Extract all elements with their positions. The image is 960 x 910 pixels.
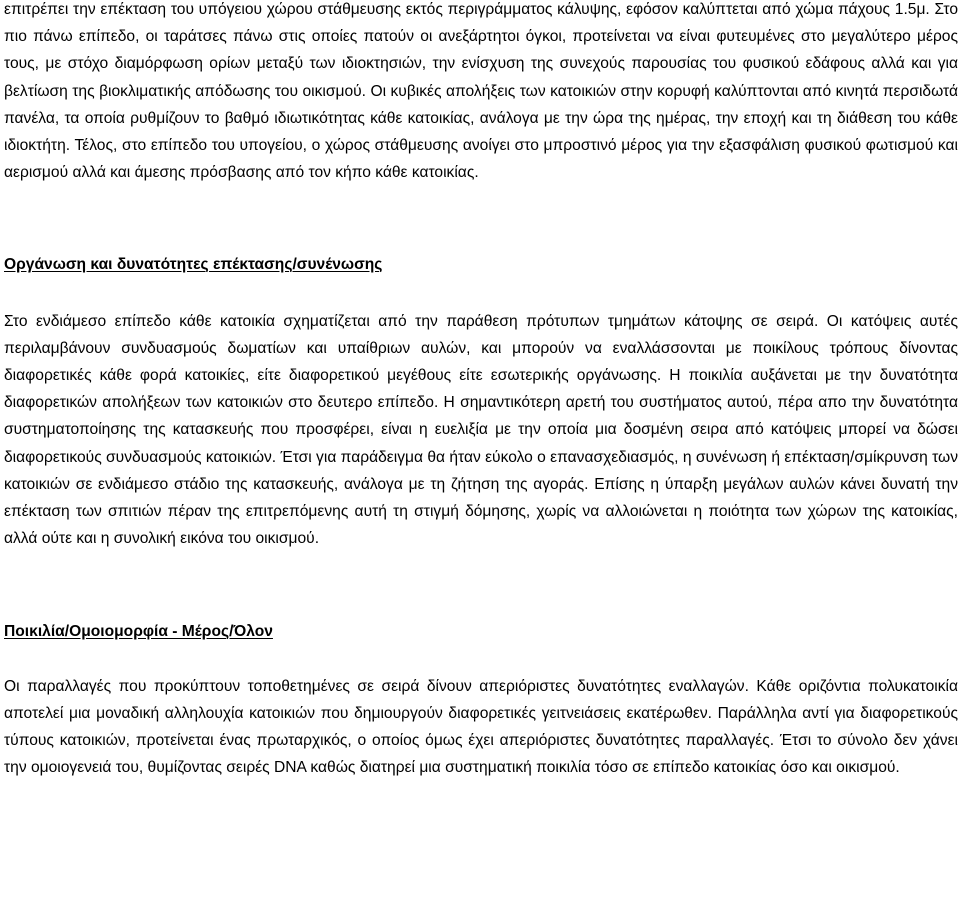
body-paragraph: Στο ενδιάμεσο επίπεδο κάθε κατοικία σχηματίζεται από την παράθεση πρότυπων τμημάτων κάτοψης σε σειρά. Οι κατόψεις αυτές περιλαμβάνουν συνδυασμούς δωματίων και υπαίθριων αυλών, και μπορούν να εναλλάσσονται με ποικίλους τρόπους δίνοντας διαφορετικές κάθε φορά κατοικίες, είτε διαφορετικού μεγέθους είτε εσωτερικής οργάνωσης. Η ποικιλία αυξάνεται με την δυνατότητα διαφορετικών απολήξεων των κατοικιών στο δευτερο επίπεδο. Η σημαντικότερη αρετή του συστήματος αυτού, πέρα απο την δυνατότητα συστηματοποίησης της κατασκευής που προσφέρει, είναι η ευελιξία με την οποία μια δοσμένη σειρα από κατόψεις μπορεί να δώσει διαφορετικούς συνδυασμούς κατοικιών. Έτσι για παράδειγμα θα ήταν εύκολο ο επανασχεδιασμός, η συνένωση ή επέκταση/σμίκρυνση των κατοικιών σε ενδιάμεσο στάδιο της κατασκευής, ανάλογα με τη ζήτηση της αγοράς. Επίσης η ύπαρξη μεγάλων αυλών κάνει δυνατή την επέκταση των σπιτιών πέραν της επιτρεπόμενης αυτή τη στιγμή δόμησης, χωρίς να αλλοιώνεται η ποιότητα των χώρων της κατοικίας, αλλά ούτε και η συνολική εικόνα του οικισμού.: [4, 312, 958, 548]
section-heading-organization: Οργάνωση και δυνατότητες επέκτασης/συνένωσης: [4, 256, 383, 274]
section-heading-variety: Ποικιλία/Ομοιομορφία - Μέρος/Όλον: [4, 623, 273, 641]
body-paragraph: Οι παραλλαγές που προκύπτουν τοποθετημένες σε σειρά δίνουν απεριόριστες δυνατότητες εναλλαγών. Κάθε οριζόντια πολυκατοικία αποτελεί μια μοναδική αλληλουχία κατοικιών που δημιουργούν διαφορετικές γειτνειάσεις εκατέρωθεν. Παράλληλα αντί για διαφορετικούς τύπους κατοικιών, προτείνεται ένας πρωταρχικός, ο οποίος όμως έχει απεριόριστες δυνατότητες παραλλαγές. Έτσι το σύνολο δεν χάνει την ομοιογενειά του, θυμίζοντας σειρές DNA καθώς διατηρεί μια συστηματική ποικιλία τόσο σε επίπεδο κατοικίας όσο και οικισμού.: [4, 677, 958, 777]
body-paragraph: επιτρέπει την επέκταση του υπόγειου χώρου στάθμευσης εκτός περιγράμματος κάλυψης, εφόσον καλύπτεται από χώμα πάχους 1.5μ. Στο πιο πάνω επίπεδο, οι ταράτσες πάνω στις οποίες πατούν οι ανεξάρτητοι όγκοι, προτείνεται να είναι φυτευμένες στο μεγαλύτερο μέρος τους, με στόχο διαμόρφωση ορίων μεταξύ των ιδιοκτησιών, την ενίσχυση της συνεχούς παρουσίας του φυσικού εδάφους αλλά και για βελτίωση της βιοκλιματικής απόδωσης του οικισμού. Οι κυβικές απολήξεις των κατοικιών στην κορυφή καλύπτονται από κινητά περσιδωτά πανέλα, τα οποία ρυθμίζουν το βαθμό ιδιωτικότητας κάθε κατοικίας, ανάλογα με την ώρα της ημέρας, την εποχή και τη διάθεση του κάθε ιδιοκτήτη. Τέλος, στο επίπεδο του υπογείου, ο χώρος στάθμευσης ανοίγει στο μπροστινό μέρος για την εξασφάλιση φυσικού φωτισμού και αερισμού αλλά και άμεσης πρόσβασης από τον κήπο κάθε κατοικίας.: [4, 1, 958, 182]
